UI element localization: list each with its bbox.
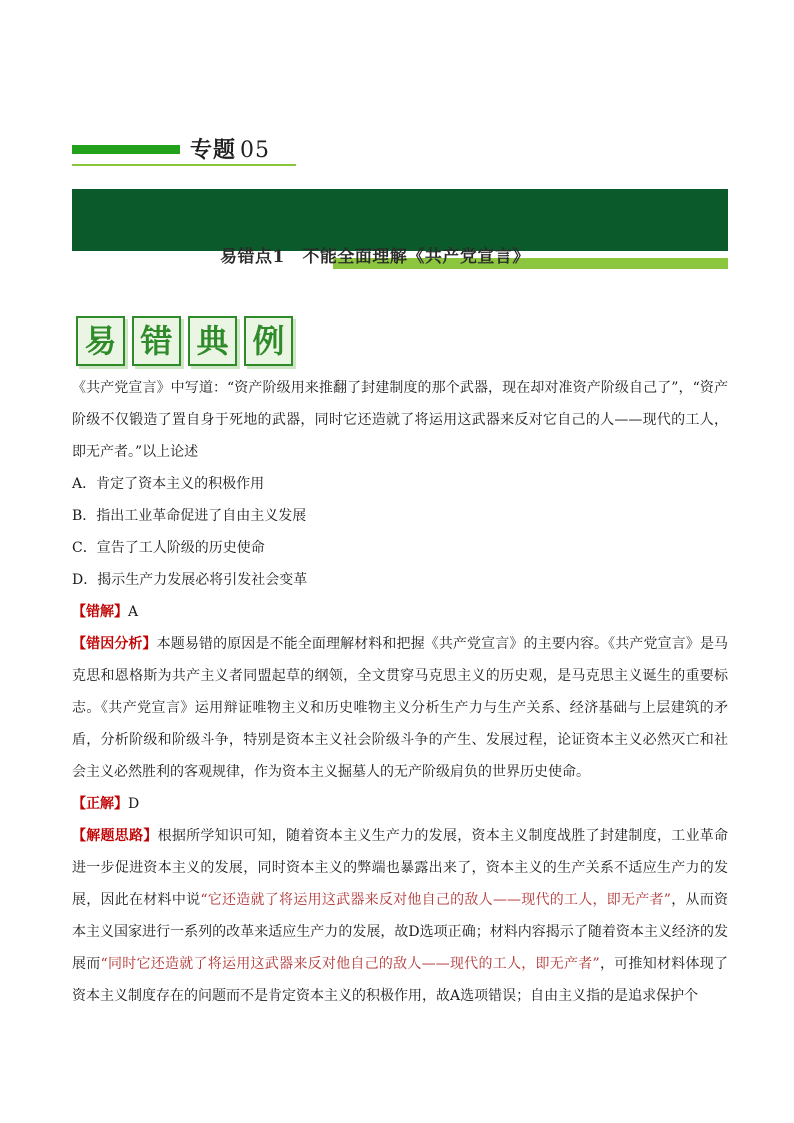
typical-error-stamps [76, 316, 293, 366]
correct-answer-label: 【正解】 [72, 796, 128, 812]
wrong-analysis-label: 【错因分析】 [72, 636, 157, 652]
stamp-char-1: 易 [76, 316, 125, 366]
stamp-char-4: 例 [244, 316, 293, 366]
topic-underline [72, 164, 296, 166]
topic-number: 05 [240, 138, 271, 163]
document-body [72, 372, 728, 1012]
option-b: B．指出工业革命促进了自由主义发展 [72, 508, 307, 524]
topic-label: 专题 [190, 137, 237, 163]
solution-part-2: ，从而资本主义国家进行一系列的改革来适应生产力的发展，故D选项正确；材料内容揭示了随着资本主义经济的发展而 [72, 892, 729, 972]
correct-answer [72, 788, 728, 820]
option-a: A．肯定了资本主义的积极作用 [72, 476, 265, 492]
solution-quote-2: “同时它还造就了将运用这武器来反对他自己的敌人——现代的工人，即无产者” [100, 956, 600, 972]
solution-part-3: ，可推知材料体现了资本主义制度存在的问题而不是肯定资本主义的积极作用，故A选项错误；自由主义指的是追求保护个 [72, 956, 729, 1004]
wrong-analysis-text: 本题易错的原因是不能全面理解材料和把握《共产党宣言》的主要内容。《共产党宣言》是马克思和恩格斯为共产主义者同盟起草的纲领，全文贯穿马克思主义的历史观，是马克思主义诞生的重要标志。《共产党宣言》运用辩证唯物主义和历史唯物主义分析生产力与生产关系、经济基础与上层建筑的矛盾，分析阶级和阶级斗争，特别是资本主义社会阶级斗争的产生、发展过程，论证资本主义必然灭亡和社会主义必然胜利的客观规律，作为资本主义掘墓人的无产阶级肩负的世界历史使命。 [72, 636, 729, 780]
solution-quote-1: “它还造就了将运用这武器来反对他自己的敌人——现代的工人，即无产者” [200, 892, 671, 908]
section-title: 易错点1 不能全面理解《共产党宣言》 [220, 247, 530, 267]
topic-title [190, 133, 270, 164]
wrong-answer-label: 【错解】 [72, 604, 128, 620]
correct-answer-value: D [128, 796, 140, 812]
wrong-answer-value: A [128, 604, 139, 620]
solution-part-1: 根据所学知识可知，随着资本主义生产力的发展，资本主义制度战胜了封建制度，工业革命进一步促进资本主义的发展，同时资本主义的弊端也暴露出来了，资本主义的生产关系不适应生产力的发展，因此在材料中说 [72, 828, 729, 908]
topic-accent-bar [72, 145, 180, 154]
wrong-answer [72, 596, 728, 628]
stamp-char-3: 典 [188, 316, 237, 366]
stamp-char-2: 错 [132, 316, 181, 366]
solution-idea [72, 820, 728, 1012]
option-d: D．揭示生产力发展必将引发社会变革 [72, 572, 308, 588]
question-stem: 《共产党宣言》中写道：“资产阶级用来推翻了封建制度的那个武器，现在却对准资产阶级自己了”，“资产阶级不仅锻造了置自身于死地的武器，同时它还造就了将运用这武器来反对它自己的人——现代的工人，即无产者。”以上论述 [72, 380, 728, 460]
solution-label: 【解题思路】 [72, 828, 158, 844]
wrong-analysis [72, 628, 728, 788]
option-c: C．宣告了工人阶级的历史使命 [72, 540, 265, 556]
